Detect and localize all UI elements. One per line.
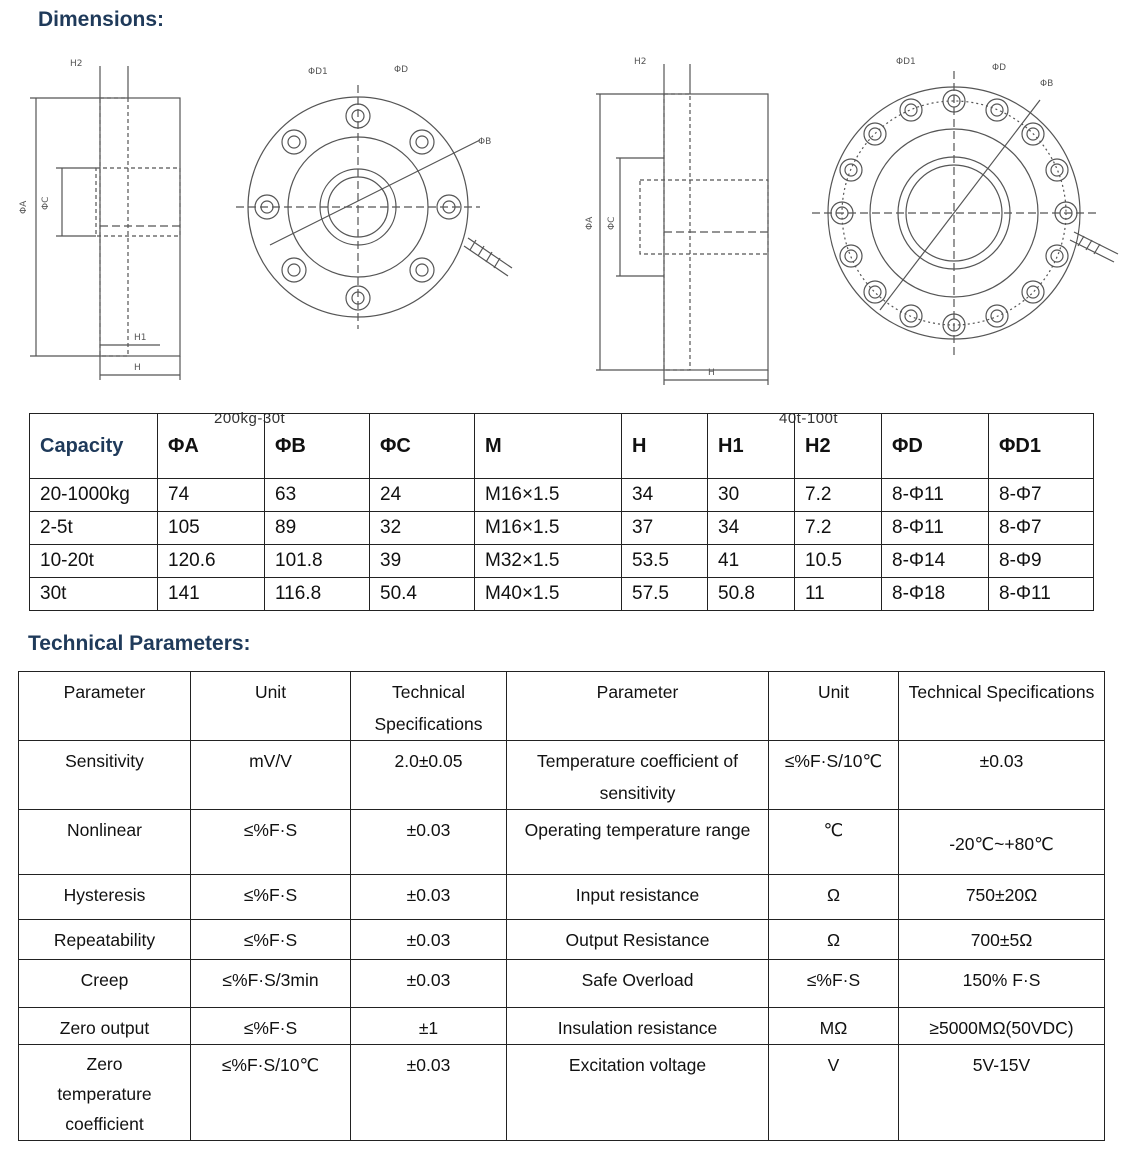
table-cell: 150% F·S — [899, 960, 1105, 1008]
table-cell: 750±20Ω — [899, 875, 1105, 920]
table-cell: Hysteresis — [19, 875, 191, 920]
table-cell: MΩ — [769, 1008, 899, 1045]
table-cell: 57.5 — [622, 578, 708, 611]
table-cell: ±0.03 — [899, 741, 1105, 810]
table-cell: mV/V — [191, 741, 351, 810]
table-cell: 8-Φ7 — [989, 479, 1094, 512]
table-cell: ≤%F·S/3min — [191, 960, 351, 1008]
table-cell: Output Resistance — [507, 920, 769, 960]
table-cell: 105 — [158, 512, 265, 545]
table-cell: 11 — [795, 578, 882, 611]
tech-header-row — [19, 672, 1105, 741]
table-cell: 7.2 — [795, 512, 882, 545]
table-cell: Ω — [769, 920, 899, 960]
label-b-right: ΦB — [1040, 79, 1054, 89]
table-cell: 53.5 — [622, 545, 708, 578]
table-cell: 74 — [158, 479, 265, 512]
label-d-right: ΦD — [992, 63, 1007, 73]
table-cell: ≥5000MΩ(50VDC) — [899, 1008, 1105, 1045]
label-h-right: H — [708, 368, 715, 378]
label-h-left: H — [134, 363, 141, 373]
table-cell: 10.5 — [795, 545, 882, 578]
table-cell: ≤%F·S — [769, 960, 899, 1008]
table-cell: 8-Φ9 — [989, 545, 1094, 578]
table-row — [19, 960, 1105, 1008]
table-row — [30, 578, 1094, 611]
table-cell: 34 — [708, 512, 795, 545]
table-cell: 8-Φ11 — [989, 578, 1094, 611]
table-cell: 32 — [370, 512, 475, 545]
table-cell: 8-Φ11 — [882, 479, 989, 512]
table-row — [19, 810, 1105, 875]
label-c-left: ΦC — [41, 196, 51, 210]
table-cell: ±0.03 — [351, 1045, 507, 1141]
table-cell: 50.8 — [708, 578, 795, 611]
label-h2-left: H2 — [70, 59, 83, 69]
table-cell: Insulation resistance — [507, 1008, 769, 1045]
table-cell: 41 — [708, 545, 795, 578]
table-row — [19, 741, 1105, 810]
table-cell: Safe Overload — [507, 960, 769, 1008]
header-phi-a: ΦA — [158, 414, 265, 479]
table-cell: Input resistance — [507, 875, 769, 920]
table-cell: Operating temperature range — [507, 810, 769, 875]
header-capacity: Capacity — [30, 414, 158, 479]
table-cell: 39 — [370, 545, 475, 578]
header-phi-d: ΦD — [882, 414, 989, 479]
tech-header: Unit — [191, 672, 351, 741]
table-cell: 63 — [265, 479, 370, 512]
header-m: M — [475, 414, 622, 479]
table-cell: -20℃~+80℃ — [899, 810, 1105, 875]
table-cell: ≤%F·S/10℃ — [769, 741, 899, 810]
drawing-caption-large: 40t-100t — [779, 410, 839, 427]
table-cell: 7.2 — [795, 479, 882, 512]
table-cell: Nonlinear — [19, 810, 191, 875]
table-row — [30, 479, 1094, 512]
table-cell: 700±5Ω — [899, 920, 1105, 960]
technical-parameters-table — [18, 671, 1105, 1141]
table-row — [19, 875, 1105, 920]
header-phi-c: ΦC — [370, 414, 475, 479]
table-cell: ≤%F·S — [191, 875, 351, 920]
table-cell: Creep — [19, 960, 191, 1008]
table-cell: Excitation voltage — [507, 1045, 769, 1141]
label-a-left: ΦA — [19, 200, 29, 214]
table-cell: 141 — [158, 578, 265, 611]
dimensions-heading: Dimensions: — [38, 8, 165, 31]
table-cell: ±0.03 — [351, 920, 507, 960]
table-cell: V — [769, 1045, 899, 1141]
table-cell: ≤%F·S — [191, 920, 351, 960]
table-cell: Ω — [769, 875, 899, 920]
table-row — [19, 1008, 1105, 1045]
header-h2: H2 — [795, 414, 882, 479]
table-cell: 8-Φ14 — [882, 545, 989, 578]
dimensions-header-row — [30, 414, 1094, 479]
header-phi-b: ΦB — [265, 414, 370, 479]
table-cell: ≤%F·S — [191, 810, 351, 875]
drawing-caption-small: 200kg-30t — [214, 410, 286, 427]
table-cell: 8-Φ18 — [882, 578, 989, 611]
table-cell: Temperature coefficient of sensitivity — [507, 741, 769, 810]
table-cell: 101.8 — [265, 545, 370, 578]
table-cell: 120.6 — [158, 545, 265, 578]
tech-header: Unit — [769, 672, 899, 741]
drawing-svg — [0, 40, 1128, 400]
table-cell: 89 — [265, 512, 370, 545]
tech-header: Parameter — [507, 672, 769, 741]
table-cell: Zero temperature coefficient — [19, 1045, 191, 1141]
table-cell: ±0.03 — [351, 960, 507, 1008]
table-cell: Sensitivity — [19, 741, 191, 810]
table-cell: 50.4 — [370, 578, 475, 611]
table-row — [19, 1045, 1105, 1141]
table-cell: M16×1.5 — [475, 512, 622, 545]
side-view-small — [19, 59, 180, 380]
table-cell: ≤%F·S/10℃ — [191, 1045, 351, 1141]
table-row — [19, 920, 1105, 960]
table-cell: 5V-15V — [899, 1045, 1105, 1141]
table-cell: Repeatability — [19, 920, 191, 960]
table-cell: 30t — [30, 578, 158, 611]
side-view-large — [585, 57, 768, 385]
technical-parameters-heading: Technical Parameters: — [28, 632, 251, 655]
dimensions-table — [29, 413, 1094, 611]
label-c-right: ΦC — [607, 216, 617, 230]
label-d1-left: ΦD1 — [308, 67, 328, 77]
header-phi-d1: ΦD1 — [989, 414, 1094, 479]
table-cell: 37 — [622, 512, 708, 545]
tech-header: Technical Specifications — [351, 672, 507, 741]
tech-header: Parameter — [19, 672, 191, 741]
table-cell: ≤%F·S — [191, 1008, 351, 1045]
table-cell: 2.0±0.05 — [351, 741, 507, 810]
label-h2-right: H2 — [634, 57, 647, 67]
table-cell: M16×1.5 — [475, 479, 622, 512]
table-cell: 116.8 — [265, 578, 370, 611]
front-view-small — [236, 65, 512, 329]
table-cell: M40×1.5 — [475, 578, 622, 611]
table-cell: 2-5t — [30, 512, 158, 545]
label-h1-left: H1 — [134, 333, 147, 343]
table-cell: 8-Φ7 — [989, 512, 1094, 545]
technical-drawings — [0, 40, 1128, 427]
table-cell: 10-20t — [30, 545, 158, 578]
table-cell: 30 — [708, 479, 795, 512]
table-cell: ±0.03 — [351, 875, 507, 920]
table-cell: ±0.03 — [351, 810, 507, 875]
label-d-left: ΦD — [394, 65, 409, 75]
table-cell: 34 — [622, 479, 708, 512]
table-cell: M32×1.5 — [475, 545, 622, 578]
tech-header: Technical Specifications — [899, 672, 1105, 741]
table-cell: ±1 — [351, 1008, 507, 1045]
table-row — [30, 512, 1094, 545]
label-d1-right: ΦD1 — [896, 57, 916, 67]
table-cell: 24 — [370, 479, 475, 512]
header-h: H — [622, 414, 708, 479]
table-cell: 8-Φ11 — [882, 512, 989, 545]
label-a-right: ΦA — [585, 216, 595, 230]
table-cell: 20-1000kg — [30, 479, 158, 512]
table-cell: ℃ — [769, 810, 899, 875]
front-view-large — [812, 57, 1118, 355]
table-row — [30, 545, 1094, 578]
label-b-left: ΦB — [478, 137, 492, 147]
table-cell: Zero output — [19, 1008, 191, 1045]
header-h1: H1 — [708, 414, 795, 479]
